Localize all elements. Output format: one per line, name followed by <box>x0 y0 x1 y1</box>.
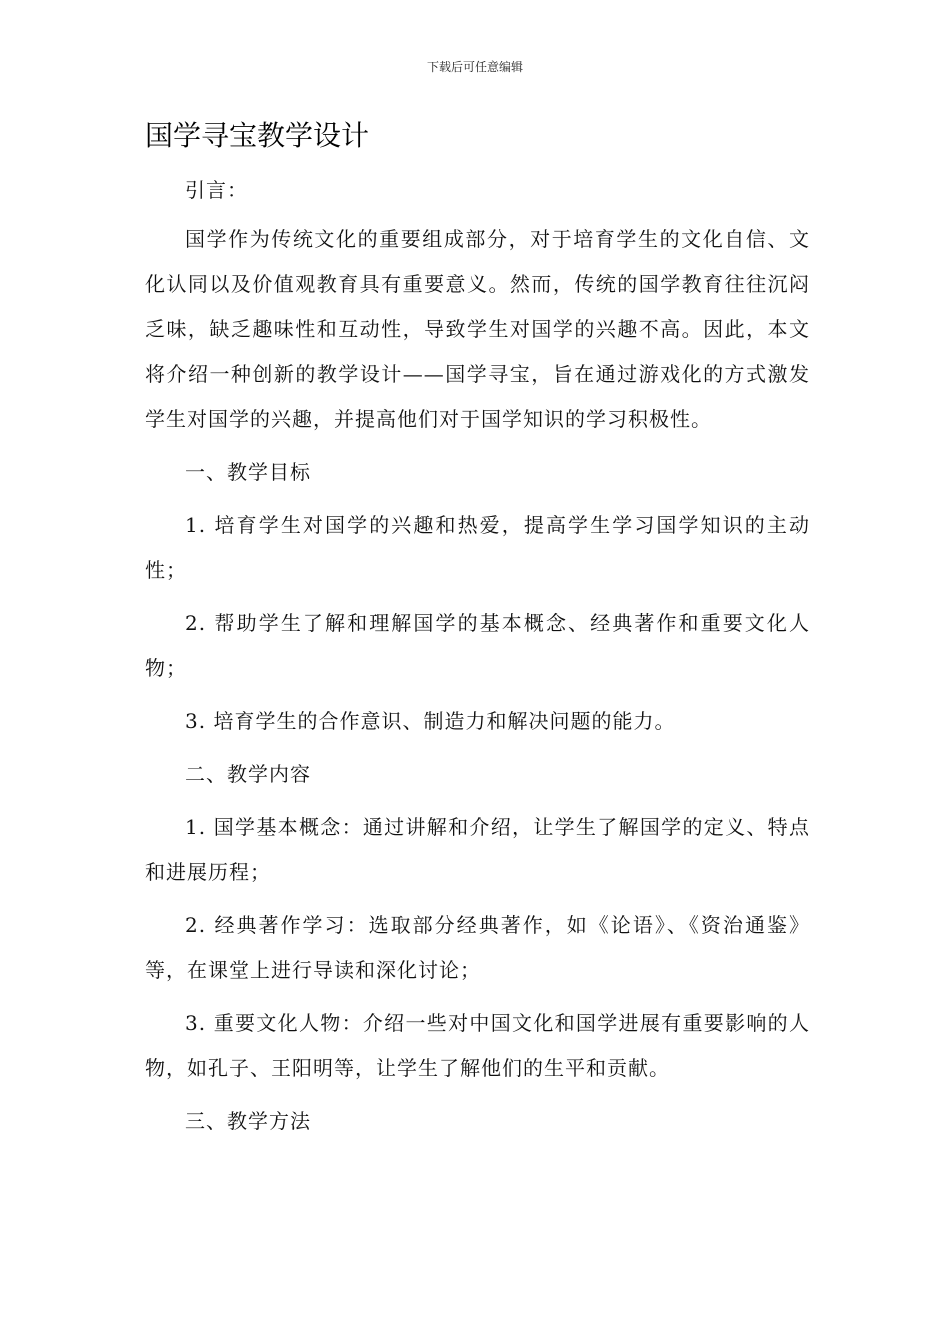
goal-item-1: 1. 培育学生对国学的兴趣和热爱，提高学生学习国学知识的主动性； <box>145 513 810 582</box>
content-item-2: 2. 经典著作学习：选取部分经典著作，如《论语》、《资治通鉴》等，在课堂上进行导读和深化讨论； <box>145 913 810 982</box>
section-heading-goals: 一、教学目标 <box>185 460 311 484</box>
content-item-3: 3. 重要文化人物：介绍一些对中国文化和国学进展有重要影响的人物，如孔子、王阳明等，让学生了解他们的生平和贡献。 <box>145 1011 810 1080</box>
paragraph-intro-text: 国学作为传统文化的重要组成部分，对于培育学生的文化自信、文化认同以及价值观教育具有重要意义。然而，传统的国学教育往往沉闷乏味，缺乏趣味性和互动性，导致学生对国学的兴趣不高。因此，本文将介绍一种创新的教学设计——国学寻宝，旨在通过游戏化的方式激发学生对国学的兴趣，并提高他们对于国学知识的学习积极性。 <box>145 227 810 431</box>
goal-item-2: 2. 帮助学生了解和理解国学的基本概念、经典著作和重要文化人物； <box>145 611 810 680</box>
section-heading-methods: 三、教学方法 <box>185 1109 311 1133</box>
section-heading-content: 二、教学内容 <box>185 762 311 786</box>
header-note: 下载后可任意编辑 <box>426 60 523 74</box>
content-item-1: 1. 国学基本概念：通过讲解和介绍，让学生了解国学的定义、特点和进展历程； <box>145 815 810 884</box>
goal-item-3: 3. 培育学生的合作意识、制造力和解决问题的能力。 <box>185 709 676 733</box>
document-body <box>145 168 810 1152</box>
paragraph-intro-label: 引言： <box>185 178 248 202</box>
document-title: 国学寻宝教学设计 <box>145 119 370 152</box>
